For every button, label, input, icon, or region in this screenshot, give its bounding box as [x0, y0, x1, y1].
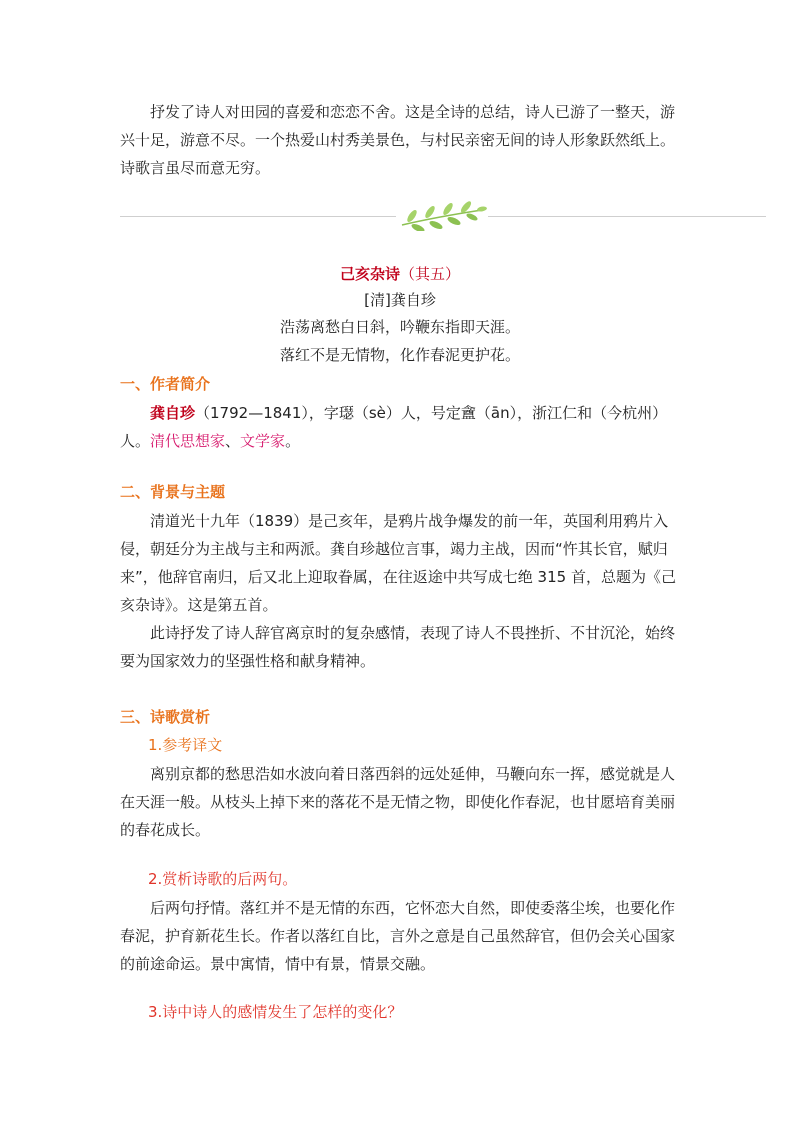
poem-title: [0, 260, 800, 288]
author-role-separator: 、: [225, 432, 241, 450]
section-heading-background: 二、背景与主题: [120, 483, 226, 501]
background-paragraph-2: 此诗抒发了诗人辞官离京时的复杂感情，表现了诗人不畏挫折、不甘沉沦，始终要为国家效力的坚强性格和献身精神。: [120, 624, 676, 670]
author-intro-paragraph: [120, 399, 680, 455]
author-intro-end: 。: [285, 432, 301, 450]
question-3-heading: 3.诗中诗人的感情发生了怎样的变化？: [148, 1003, 403, 1021]
section-divider: [120, 201, 766, 231]
question-2-heading: 2.赏析诗歌的后两句。: [148, 870, 298, 888]
author-intro-text: （1792—1841），字璱（sè）人，号定盦（ān），浙江仁和（今杭州）人。: [120, 404, 668, 450]
divider-line-left: [120, 216, 396, 217]
author-role-thinker: 清代思想家: [150, 432, 226, 450]
answer-2-paragraph: 后两句抒情。落红并不是无情的东西，它怀恋大自然，即使委落尘埃，也要化作春泥，护育新花生长。作者以落红自比，言外之意是自己虽然辞官，但仍会关心国家的前途命运。景中寓情，情中有景，情景交融。: [120, 899, 676, 973]
poem-line-1: 浩荡离愁白日斜，吟鞭东指即天涯。: [279, 318, 520, 336]
poem-title-text: 己亥杂诗: [339, 265, 400, 283]
poem-author: [清]龚自珍: [364, 291, 436, 309]
divider-line-right: [488, 216, 766, 217]
question-1-heading: 1.参考译文: [148, 736, 223, 754]
leaf-branch-icon: [396, 201, 488, 231]
author-name: 龚自珍: [150, 404, 196, 422]
intro-paragraph: 抒发了诗人对田园的喜爱和恋恋不舍。这是全诗的总结，诗人已游了一整天，游兴十足，游意不尽。一个热爱山村秀美景色，与村民亲密无间的诗人形象跃然纸上。诗歌言虽尽而意无穷。: [120, 103, 676, 177]
section-heading-appreciation: 三、诗歌赏析: [120, 708, 211, 726]
answer-1-paragraph: 离别京都的愁思浩如水波向着日落西斜的远处延伸，马鞭向东一挥，感觉就是人在天涯一般。从枝头上掉下来的落花不是无情之物，即使化作春泥，也甘愿培育美丽的春花成长。: [120, 765, 676, 839]
section-heading-author: 一、作者简介: [120, 375, 211, 393]
poem-line-2: 落红不是无情物，化作春泥更护花。: [279, 346, 520, 364]
poem-title-suffix: （其五）: [400, 265, 461, 283]
background-paragraph-1: 清道光十九年（1839）是己亥年，是鸦片战争爆发的前一年，英国利用鸦片入侵，朝廷分为主战与主和两派。龚自珍越位言事，竭力主战，因而“忤其长官，赋归来”，他辞官南归，后又北上迎取眷属，在往返途中共写成七绝 315 首，总题为《己亥杂诗》。这是第五首。: [120, 512, 676, 614]
author-role-writer: 文学家: [240, 432, 286, 450]
